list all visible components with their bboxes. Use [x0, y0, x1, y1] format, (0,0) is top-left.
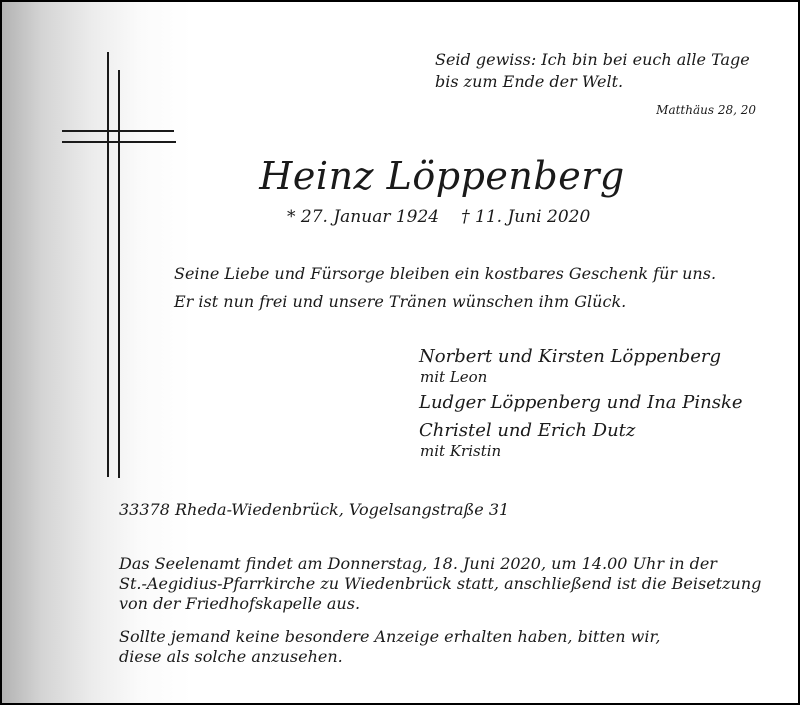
service-line: von der Friedhofskapelle aus.	[119, 594, 361, 613]
motto-line: Er ist nun frei und unsere Tränen wünschen ihm Glück.	[174, 292, 627, 311]
service-line: St.-Aegidius-Pfarrkirche zu Wiedenbrück statt, anschließend ist die Beisetzung	[119, 574, 762, 593]
note-line: Sollte jemand keine besondere Anzeige erhalten haben, bitten wir,	[119, 627, 661, 646]
bible-verse	[435, 49, 750, 93]
family-member-name: Ludger Löppenberg und Ina Pinske	[419, 392, 743, 413]
memorial-motto	[174, 260, 716, 316]
family-list	[419, 346, 743, 460]
verse-reference: Matthäus 28, 20	[656, 103, 756, 117]
service-line: Das Seelenamt findet am Donnerstag, 18. Juni 2020, um 14.00 Uhr in der	[119, 554, 717, 573]
verse-line: Seid gewiss: Ich bin bei euch alle Tage	[435, 50, 750, 69]
birth-date: * 27. Januar 1924	[287, 207, 440, 227]
service-info	[119, 554, 761, 614]
family-member-sub: mit Leon	[420, 368, 488, 386]
cross-horizontal-line-1	[62, 130, 174, 132]
deceased-name: Heinz Löppenberg	[259, 154, 625, 198]
family-address: 33378 Rheda-Wiedenbrück, Vogelsangstraße 31	[119, 500, 510, 519]
verse-line: bis zum Ende der Welt.	[435, 72, 624, 91]
life-dates	[287, 207, 590, 227]
motto-line: Seine Liebe und Fürsorge bleiben ein kostbares Geschenk für uns.	[174, 264, 717, 283]
closing-note	[119, 627, 660, 667]
family-member-name: Christel und Erich Dutz	[419, 420, 636, 441]
family-member-sub: mit Kristin	[420, 442, 502, 460]
cross-horizontal-line-2	[62, 141, 176, 143]
family-member-name: Norbert und Kirsten Löppenberg	[419, 346, 721, 367]
note-line: diese als solche anzusehen.	[119, 647, 343, 666]
cross-vertical-line-1	[107, 52, 109, 477]
death-date: † 11. Juni 2020	[461, 207, 591, 227]
